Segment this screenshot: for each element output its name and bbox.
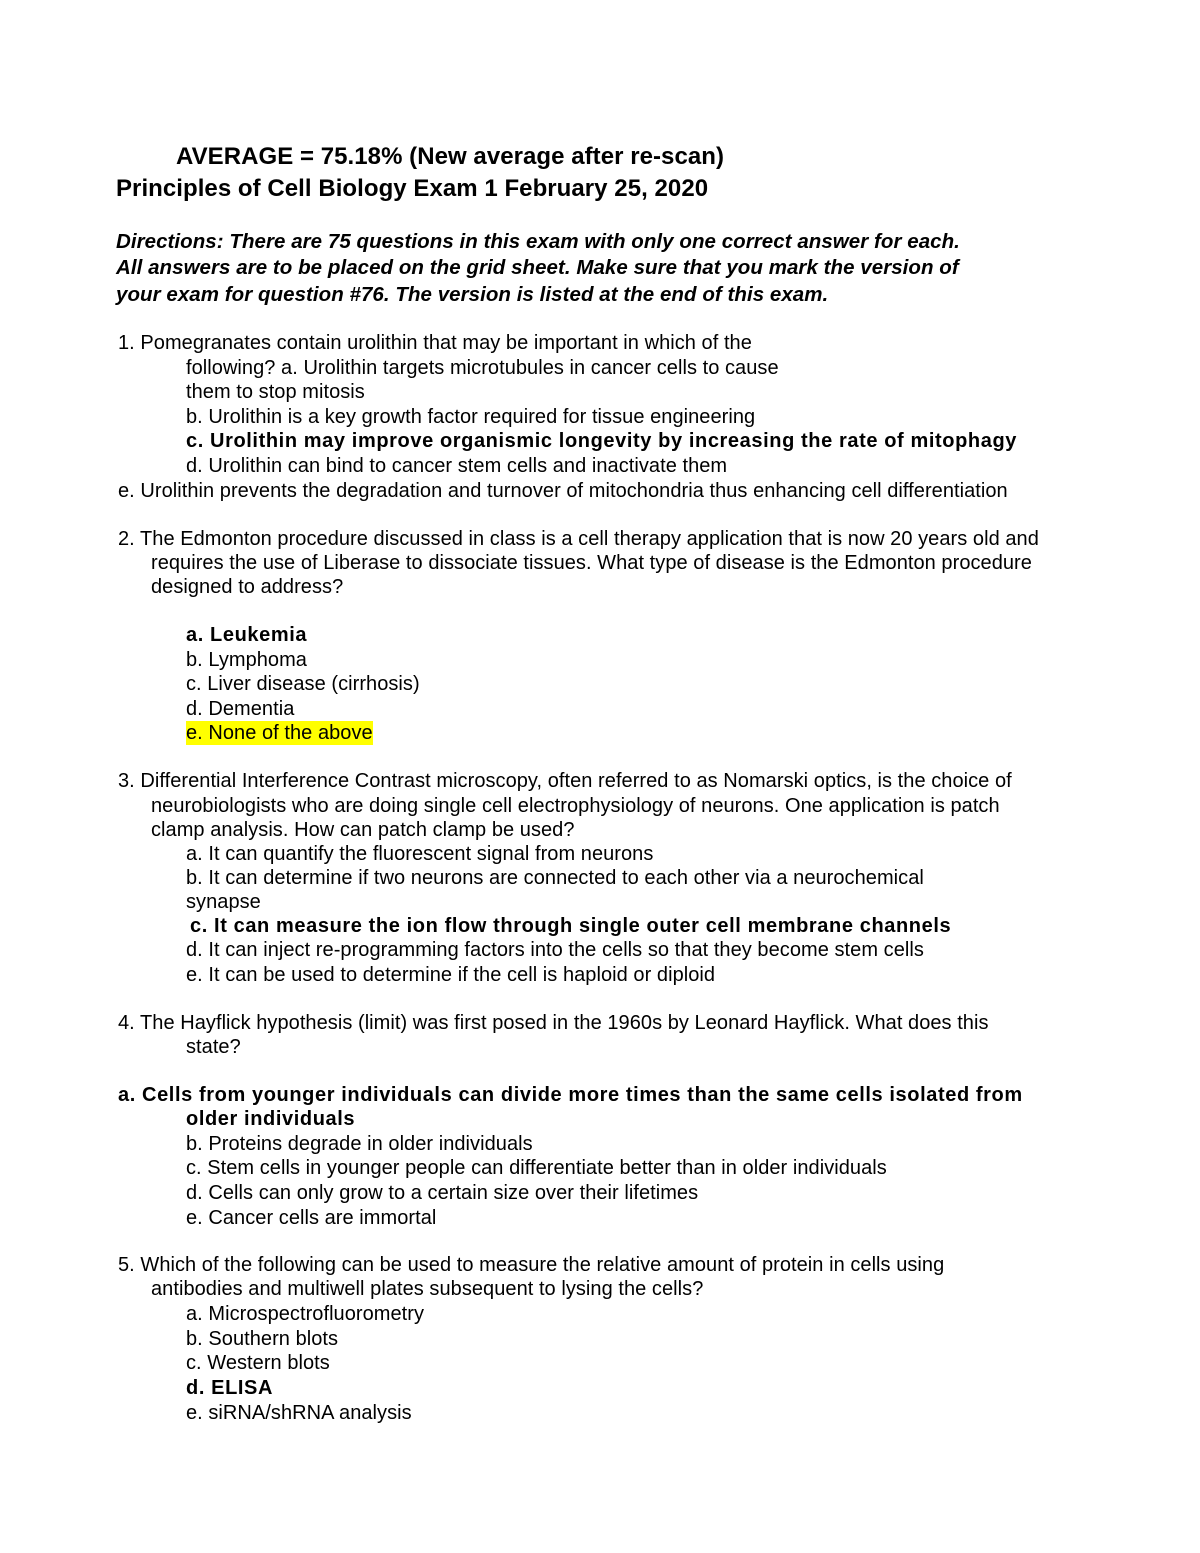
q1-stem-line-2: following? a. Urolithin targets microtubules in cancer cells to cause bbox=[186, 357, 779, 379]
q2-option-c: c. Liver disease (cirrhosis) bbox=[186, 673, 420, 695]
q1-option-a-cont: them to stop mitosis bbox=[186, 381, 365, 403]
q3-option-a: a. It can quantify the fluorescent signal from neurons bbox=[186, 843, 654, 865]
q3-stem-line-3: clamp analysis. How can patch clamp be used? bbox=[151, 819, 575, 841]
q3-option-e: e. It can be used to determine if the cell is haploid or diploid bbox=[186, 964, 716, 986]
q4-option-b: b. Proteins degrade in older individuals bbox=[186, 1133, 533, 1155]
q5-option-e: e. siRNA/shRNA analysis bbox=[186, 1402, 412, 1424]
directions-line-2: All answers are to be placed on the grid sheet. Make sure that you mark the version of bbox=[116, 256, 959, 279]
q2-stem-line-3: designed to address? bbox=[151, 576, 344, 598]
q2-option-a: a. Leukemia bbox=[186, 624, 308, 646]
q3-stem-line-1: 3. Differential Interference Contrast microscopy, often referred to as Nomarski optics, is the choice of bbox=[118, 770, 1012, 792]
directions-line-3: your exam for question #76. The version is listed at the end of this exam. bbox=[116, 283, 829, 306]
q4-option-c: c. Stem cells in younger people can differentiate better than in older individuals bbox=[186, 1157, 887, 1179]
q4-stem-line-2: state? bbox=[186, 1036, 241, 1058]
q3-option-d: d. It can inject re-programming factors into the cells so that they become stem cells bbox=[186, 939, 924, 961]
q5-stem-line-1: 5. Which of the following can be used to measure the relative amount of protein in cells using bbox=[118, 1254, 945, 1276]
q5-option-b: b. Southern blots bbox=[186, 1328, 339, 1350]
q4-option-d: d. Cells can only grow to a certain size over their lifetimes bbox=[186, 1182, 699, 1204]
average-heading: AVERAGE = 75.18% (New average after re-scan) bbox=[176, 143, 725, 170]
q2-option-d: d. Dementia bbox=[186, 698, 295, 720]
q4-stem-line-1: 4. The Hayflick hypothesis (limit) was first posed in the 1960s by Leonard Hayflick. What does this bbox=[118, 1012, 989, 1034]
q1-option-e: e. Urolithin prevents the degradation and turnover of mitochondria thus enhancing cell differentiation bbox=[118, 480, 1008, 502]
q4-option-e: e. Cancer cells are immortal bbox=[186, 1207, 437, 1229]
q3-stem-line-2: neurobiologists who are doing single cell electrophysiology of neurons. One application is patch bbox=[151, 795, 1000, 817]
q1-option-b: b. Urolithin is a key growth factor required for tissue engineering bbox=[186, 406, 756, 428]
q2-option-e-highlighted: e. None of the above bbox=[186, 722, 373, 744]
q3-option-c-correct: c. It can measure the ion flow through single outer cell membrane channels bbox=[190, 915, 952, 937]
q5-stem-line-2: antibodies and multiwell plates subsequent to lysing the cells? bbox=[151, 1278, 704, 1300]
q3-option-b-line-1: b. It can determine if two neurons are connected to each other via a neurochemical bbox=[186, 867, 924, 889]
q5-option-c: c. Western blots bbox=[186, 1352, 330, 1374]
q2-stem-line-2: requires the use of Liberase to dissociate tissues. What type of disease is the Edmonton procedure bbox=[151, 552, 1032, 574]
q2-option-b: b. Lymphoma bbox=[186, 649, 307, 671]
q4-option-a-correct-line-1: a. Cells from younger individuals can divide more times than the same cells isolated from bbox=[118, 1084, 1023, 1106]
directions-line-1: Directions: There are 75 questions in this exam with only one correct answer for each. bbox=[116, 230, 960, 253]
q4-option-a-correct-line-2: older individuals bbox=[186, 1108, 356, 1130]
q5-option-d-correct: d. ELISA bbox=[186, 1377, 274, 1399]
q1-option-d: d. Urolithin can bind to cancer stem cells and inactivate them bbox=[186, 455, 728, 477]
q2-stem-line-1: 2. The Edmonton procedure discussed in class is a cell therapy application that is now 20 years old and bbox=[118, 528, 1039, 550]
exam-title: Principles of Cell Biology Exam 1 February 25, 2020 bbox=[116, 175, 709, 202]
q3-option-b-line-2: synapse bbox=[186, 891, 261, 913]
q5-option-a: a. Microspectrofluorometry bbox=[186, 1303, 425, 1325]
q1-stem-line-1: 1. Pomegranates contain urolithin that may be important in which of the bbox=[118, 332, 752, 354]
q1-option-c-correct: c. Urolithin may improve organismic longevity by increasing the rate of mitophagy bbox=[186, 430, 1017, 452]
